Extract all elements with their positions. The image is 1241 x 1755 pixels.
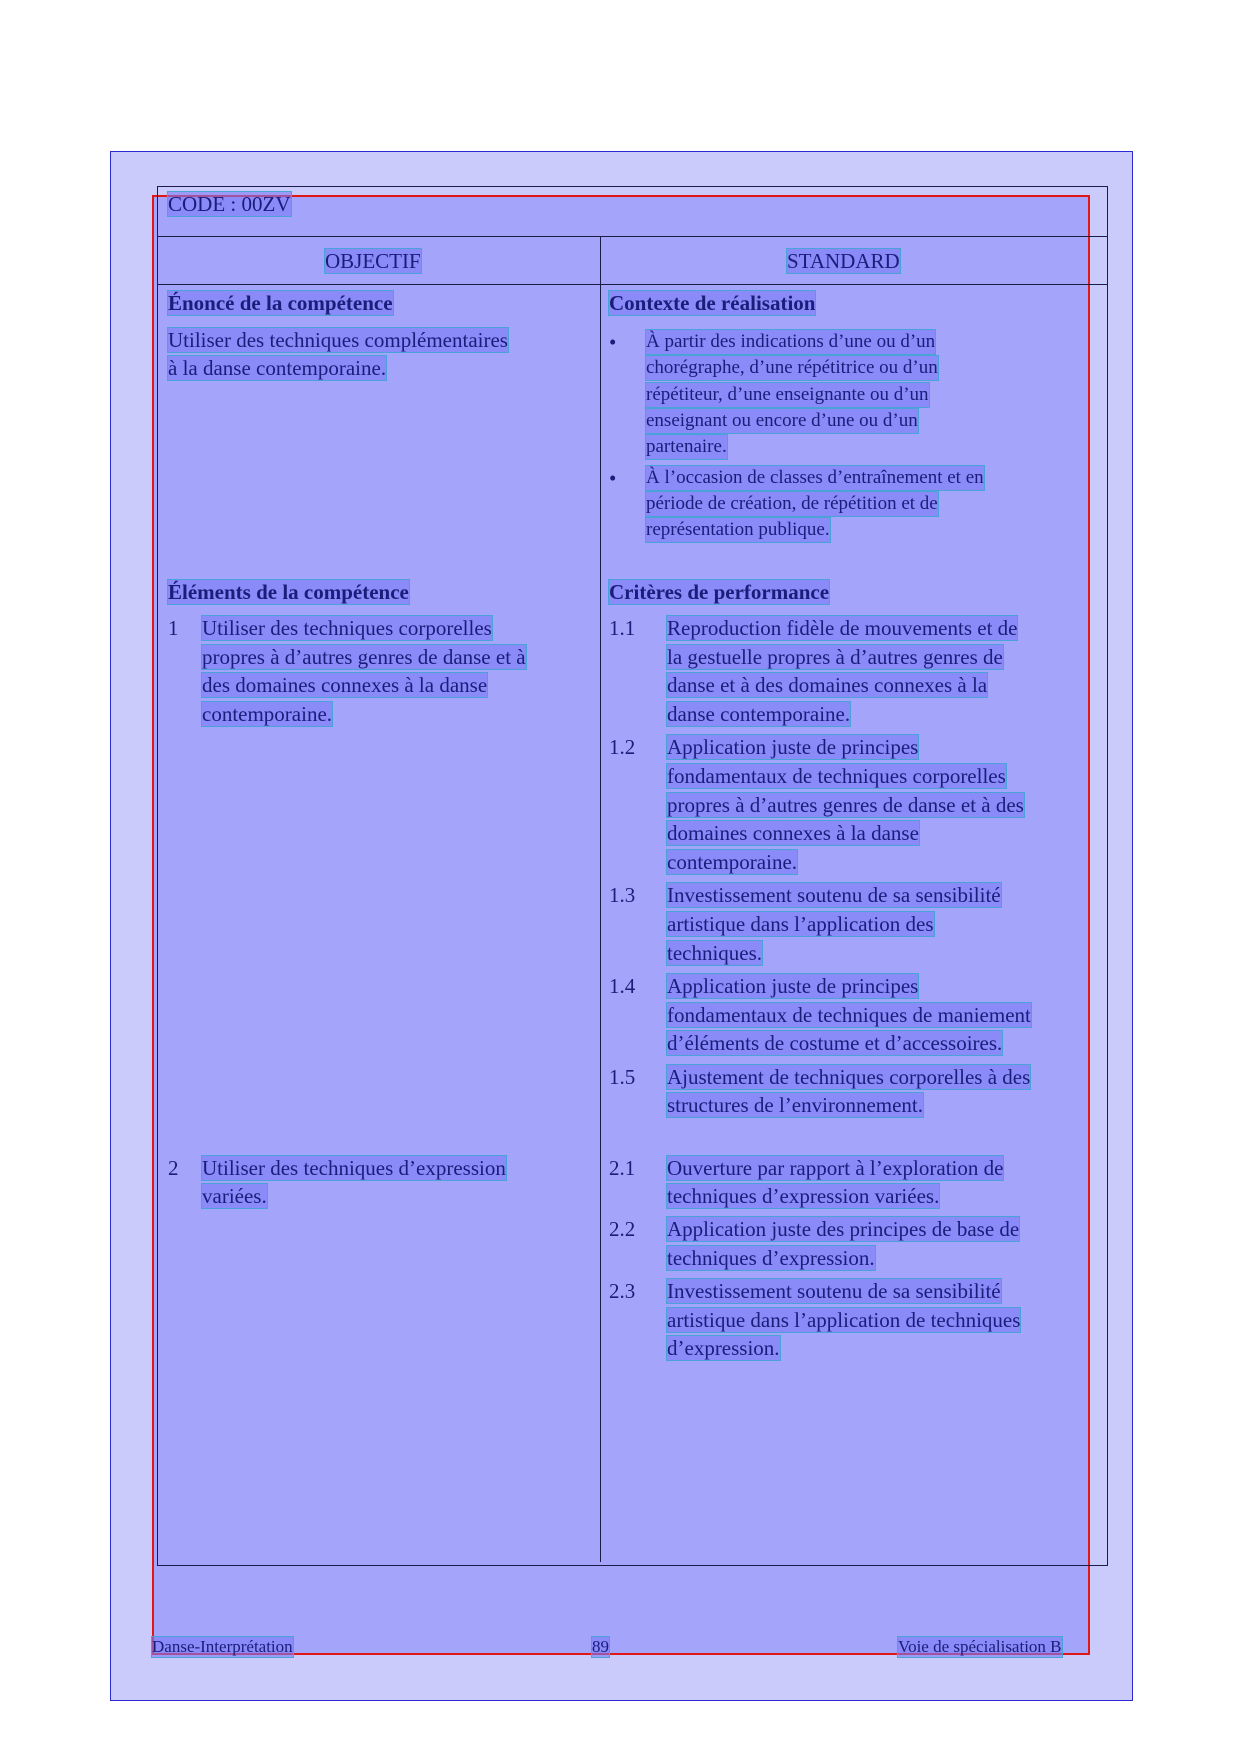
critere-number: 1.4	[609, 974, 636, 998]
critere-line: Application juste de principes	[667, 974, 919, 998]
critere-line: la gestuelle propres à d’autres genres de	[667, 645, 1003, 669]
contexte-line: enseignant ou encore d’une ou d’un	[646, 410, 918, 431]
enonce-line: à la danse contemporaine.	[168, 356, 387, 380]
critere-number: 1.3	[609, 883, 636, 907]
critere-line: fondamentaux de techniques corporelles	[667, 764, 1006, 788]
critere-line: Application juste des principes de base de	[667, 1217, 1020, 1241]
footer-left: Danse-Interprétation	[152, 1637, 293, 1656]
critere-number: 1.1	[609, 616, 636, 640]
document-code: CODE : 00ZV	[168, 192, 291, 216]
table-divider-code	[157, 236, 1108, 237]
header-standard: STANDARD	[787, 249, 900, 273]
bullet-icon: •	[609, 330, 617, 354]
footer-page-number: 89	[592, 1637, 609, 1656]
element-number: 1	[168, 616, 179, 640]
contexte-line: partenaire.	[646, 436, 727, 457]
element-line: des domaines connexes à la danse	[202, 673, 488, 697]
elements-title: Éléments de la compétence	[168, 580, 409, 604]
critere-line: fondamentaux de techniques de maniement	[667, 1003, 1031, 1027]
contexte-line: représentation publique.	[646, 519, 830, 540]
critere-line: Investissement soutenu de sa sensibilité	[667, 883, 1001, 907]
critere-line: techniques d’expression.	[667, 1246, 875, 1270]
footer-right: Voie de spécialisation B	[898, 1637, 1062, 1656]
critere-line: d’éléments de costume et d’accessoires.	[667, 1031, 1003, 1055]
bullet-icon: •	[609, 466, 617, 490]
element-line: contemporaine.	[202, 702, 333, 726]
contexte-line: répétiteur, d’une enseignante ou d’un	[646, 384, 929, 405]
critere-line: artistique dans l’application des	[667, 912, 934, 936]
contexte-line: chorégraphe, d’une répétitrice ou d’un	[646, 357, 938, 378]
contexte-line: période de création, de répétition et de	[646, 493, 938, 514]
critere-number: 2.2	[609, 1217, 636, 1241]
critere-line: danse contemporaine.	[667, 702, 851, 726]
critere-number: 2.1	[609, 1156, 636, 1180]
critere-line: d’expression.	[667, 1336, 780, 1360]
critere-number: 1.5	[609, 1065, 636, 1089]
critere-line: propres à d’autres genres de danse et à des	[667, 793, 1024, 817]
critere-line: Ouverture par rapport à l’exploration de	[667, 1156, 1004, 1180]
contexte-line: À l’occasion de classes d’entraînement et en	[646, 467, 984, 488]
element-line: propres à d’autres genres de danse et à	[202, 645, 526, 669]
critere-line: artistique dans l’application de techniques	[667, 1308, 1021, 1332]
contexte-line: À partir des indications d’une ou d’un	[646, 331, 936, 352]
enonce-title: Énoncé de la compétence	[168, 291, 393, 315]
critere-line: domaines connexes à la danse	[667, 821, 919, 845]
critere-line: structures de l’environnement.	[667, 1093, 923, 1117]
table-divider-header	[157, 284, 1108, 285]
critere-line: techniques.	[667, 941, 763, 965]
critere-line: Investissement soutenu de sa sensibilité	[667, 1279, 1001, 1303]
critere-line: danse et à des domaines connexes à la	[667, 673, 988, 697]
column-divider	[600, 236, 601, 1562]
critere-line: Reproduction fidèle de mouvements et de	[667, 616, 1018, 640]
critere-line: Ajustement de techniques corporelles à des	[667, 1065, 1031, 1089]
critere-number: 1.2	[609, 735, 636, 759]
enonce-line: Utiliser des techniques complémentaires	[168, 328, 508, 352]
critere-line: Application juste de principes	[667, 735, 919, 759]
contexte-title: Contexte de réalisation	[609, 291, 816, 315]
criteres-title: Critères de performance	[609, 580, 830, 604]
element-line: Utiliser des techniques corporelles	[202, 616, 492, 640]
header-objectif: OBJECTIF	[325, 249, 421, 273]
critere-line: techniques d’expression variées.	[667, 1184, 940, 1208]
critere-number: 2.3	[609, 1279, 636, 1303]
critere-line: contemporaine.	[667, 850, 798, 874]
element-line: Utiliser des techniques d’expression	[202, 1156, 506, 1180]
competency-table	[157, 186, 1108, 1566]
element-line: variées.	[202, 1184, 267, 1208]
element-number: 2	[168, 1156, 179, 1180]
